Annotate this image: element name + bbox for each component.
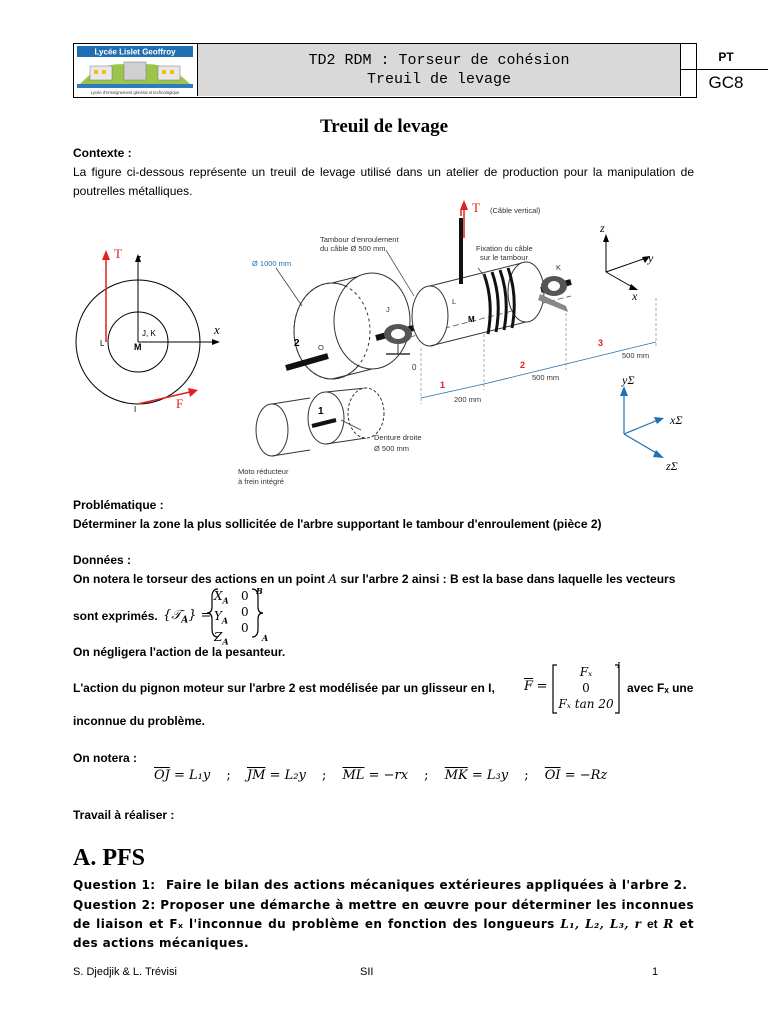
fig2-dim3-num: 3	[598, 338, 604, 348]
fig1-jk-label: J, K	[142, 329, 156, 338]
axes-ysigma-label: yΣ	[622, 373, 635, 387]
vec-row-1: Fₓ	[579, 665, 593, 679]
glisseur-line-a: L'action du pignon moteur sur l'arbre 2 est modélisée par un glisseur en I,	[73, 681, 495, 695]
torsor-symbol: {𝒯	[163, 608, 182, 623]
fig1-z-label: z	[136, 250, 142, 265]
question-2-text: Proposer une démarche à mettre en œuvre pour déterminer les inconnues de liaison et Fₓ l'inconnue du problème en fonction des longueurs	[73, 898, 695, 931]
weight-line: On négligera l'action de la pesanteur.	[73, 645, 286, 659]
page-title: Treuil de levage	[319, 116, 449, 137]
doc-title-box	[198, 44, 681, 96]
fig2-two-label: 2	[294, 338, 300, 349]
torsor-row-y: $Y_A$	[214, 609, 229, 626]
fig2-dim1-num: 1	[440, 380, 446, 390]
torsor-rows	[214, 588, 229, 649]
work-heading: Travail à réaliser :	[73, 808, 175, 822]
vec-base: I	[617, 661, 621, 670]
fig2-d1000-label: Ø 1000 mm	[252, 259, 292, 268]
data-line1-b: sur l'arbre 2 ainsi : B est la base dans laquelle les vecteurs	[337, 572, 676, 586]
logo-text: Lycée Lislet Geoffroy	[94, 47, 176, 57]
question-2	[73, 896, 694, 953]
problem-text: Déterminer la zone la plus sollicitée de l'arbre supportant le tambour d'enroulement (pièce 2)	[73, 517, 602, 531]
data-line1-a: On notera le torseur des actions en un point	[73, 572, 329, 586]
torsor-row-z: $Z_A$	[214, 629, 229, 647]
fig2-moto-label1: Moto réducteur	[238, 467, 289, 476]
vec-row-2: 0	[582, 681, 590, 695]
fig2-dim2-num: 2	[520, 360, 526, 370]
torsor-sub: A	[181, 615, 189, 626]
fig2-moto-label2: à frein intégré	[238, 477, 284, 486]
axes-zsigma-label: zΣ	[666, 459, 678, 473]
vec-row-3: Fₓ tan 20	[558, 697, 614, 711]
torsor-base: B	[256, 586, 263, 596]
vec-f-label	[524, 678, 548, 694]
fig2-fixation-label2: sur le tambour	[480, 253, 528, 262]
fig2-m-label: M	[468, 315, 475, 324]
fig1-t-label: T	[114, 246, 122, 261]
data-heading: Données :	[73, 553, 132, 567]
fig2-l-label: L	[452, 297, 457, 306]
fig2-tambour-label1: Tambour d'enroulement	[320, 235, 399, 244]
fig1-m-label: M	[134, 342, 142, 352]
fig2-j-label: J	[386, 305, 390, 314]
question-2-label: Question 2:	[73, 898, 156, 912]
footer-subject: SII	[360, 966, 374, 978]
torsor-row-x: $X_A$	[214, 589, 229, 606]
axes-y-label: y	[648, 251, 654, 265]
question-2-vars: L₁, L₂, L₃, r	[560, 917, 642, 931]
fig1-f-label: F	[176, 396, 184, 411]
torsor-point: A	[262, 633, 269, 643]
header-table	[73, 43, 744, 98]
vec-rows	[555, 664, 617, 712]
torsor-zero-1: 0	[241, 589, 249, 603]
question-2-end: et des actions mécaniques.	[73, 917, 695, 950]
fig2-k-label: K	[556, 263, 562, 272]
eq-jm: $\overline{JM} = L_2y$	[246, 768, 306, 783]
context-heading: Contexte :	[73, 146, 132, 160]
fig2-denture-label1: Denture droite	[374, 433, 422, 442]
notation-equations	[154, 768, 694, 783]
torsor-zeros	[241, 588, 249, 636]
question-1-label: Question 1:	[73, 878, 156, 892]
footer-page: 1	[652, 966, 659, 978]
question-2-et: et	[647, 917, 658, 931]
school-logo	[74, 44, 198, 96]
glisseur-line-b: avec Fₓ une	[627, 681, 694, 695]
context-text: La figure ci-dessous représente un treuil de levage utilisé dans un atelier de production pour la manipulation de poutrelles métalliques.	[73, 165, 694, 198]
eq-sep-3: ;	[424, 768, 429, 783]
fig2-tambour-label2: du câble Ø 500 mm	[320, 244, 386, 253]
torsor-zero-2: 0	[241, 605, 249, 619]
footer-authors: S. Djedjik & L. Trévisi	[73, 966, 177, 978]
fig2-zero-label: 0	[412, 363, 417, 372]
figure-axes	[590, 214, 700, 484]
question-2-r: R	[663, 917, 674, 931]
data-point-a: A	[328, 572, 338, 586]
eq-oj: $\overline{OJ} = L_1y$	[154, 768, 211, 783]
fig2-t-label: T	[472, 200, 480, 215]
data-line2: sont exprimés.	[73, 609, 158, 623]
fig1-x-label: x	[214, 322, 220, 337]
glisseur-line-c: inconnue du problème.	[73, 714, 206, 728]
section-a-title: A. PFS	[73, 845, 145, 871]
eq-sep-2: ;	[321, 768, 327, 783]
axes-xsigma-label: xΣ	[670, 413, 683, 427]
fig2-dim3-len: 500 mm	[622, 351, 650, 360]
question-1	[73, 876, 703, 895]
vec-f: $\overline{F}$	[524, 679, 534, 694]
class-label: PT	[681, 44, 768, 70]
vec-eq: =	[536, 679, 548, 694]
data-line1	[73, 570, 703, 589]
question-1-text: Faire le bilan des actions mécaniques extérieures appliquées à l'arbre 2.	[165, 878, 688, 892]
fig2-cable-label: (Câble vertical)	[490, 206, 541, 215]
eq-mk: $\overline{MK} = L_3y$	[444, 768, 509, 783]
figure-side-view	[66, 240, 236, 420]
doc-title-line2: Treuil de levage	[366, 71, 512, 88]
doc-code: GC8	[708, 73, 744, 92]
eq-oi: $\overline{OI} = -Rz$	[544, 768, 608, 783]
fig2-dim1-len: 200 mm	[454, 395, 482, 404]
notation-heading: On notera :	[73, 751, 138, 765]
fig1-i-label: I	[134, 405, 137, 414]
axes-x-label: x	[632, 289, 638, 303]
fig2-fixation-label1: Fixation du câble	[476, 244, 533, 253]
axes-z-label: z	[600, 221, 605, 235]
fig2-one-label: 1	[318, 406, 324, 417]
school-logo-image	[74, 44, 196, 96]
eq-sep-4: ;	[524, 768, 529, 783]
eq-sep-1: ;	[226, 768, 231, 783]
problem-heading: Problématique :	[73, 498, 164, 512]
doc-title-line1: TD2 RDM : Torseur de cohésion	[308, 52, 570, 69]
torsor-zero-3: 0	[241, 621, 249, 635]
eq-ml: $\overline{ML} = -rx$	[342, 768, 409, 783]
fig2-denture-label2: Ø 500 mm	[374, 444, 410, 453]
torsor-eq: } =	[188, 608, 212, 623]
fig2-dim2-len: 500 mm	[532, 373, 560, 382]
fig2-o-label: O	[318, 343, 324, 352]
fig1-l-label: L	[100, 339, 105, 348]
logo-caption: Lycée d'enseignement général et technologique	[90, 90, 180, 95]
